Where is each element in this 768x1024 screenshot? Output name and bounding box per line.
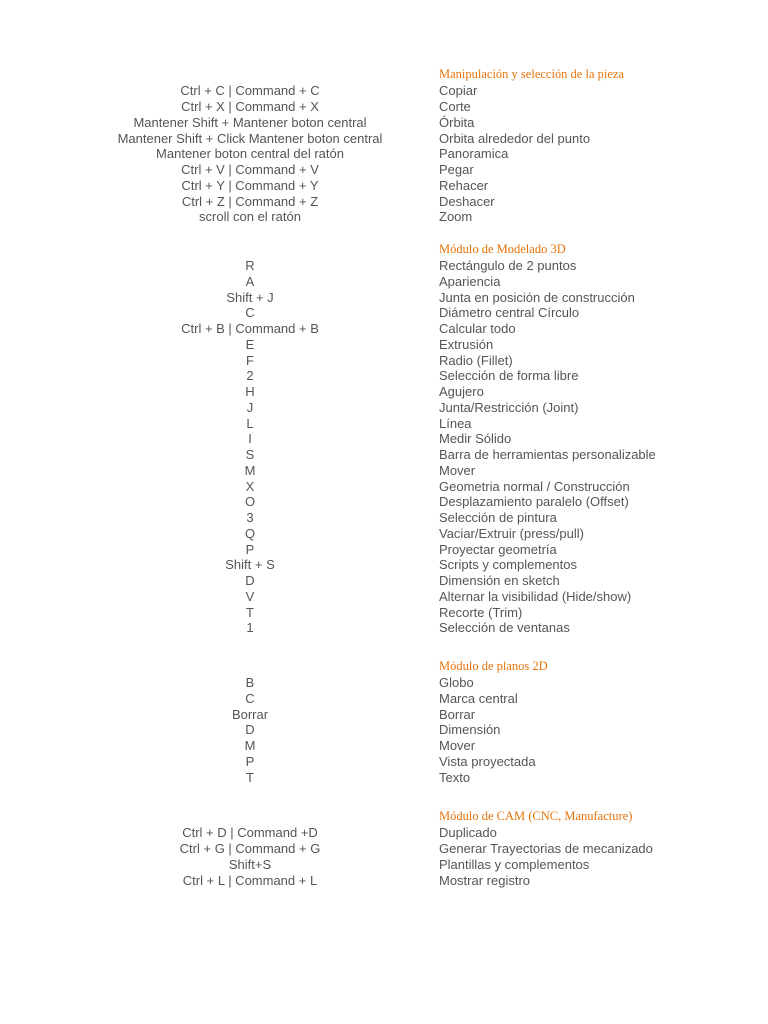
shortcut-action: Órbita <box>439 114 475 130</box>
shortcut-row <box>0 557 768 573</box>
shortcut-action: Extrusión <box>439 336 494 352</box>
shortcut-action: Duplicado <box>439 825 497 841</box>
shortcut-key: J <box>246 399 254 415</box>
shortcut-key: Ctrl + B | Command + B <box>181 321 319 337</box>
shortcut-row <box>0 431 768 447</box>
shortcut-key: D <box>245 722 255 738</box>
shortcut-action: Apariencia <box>439 273 501 289</box>
shortcut-row <box>0 589 768 605</box>
shortcut-action: Mostrar registro <box>439 872 531 888</box>
shortcut-key: B <box>245 675 255 691</box>
shortcut-row <box>0 289 768 305</box>
shortcut-action: Selección de ventanas <box>439 620 570 636</box>
section-heading: Módulo de Modelado 3D <box>439 241 566 256</box>
shortcut-key: F <box>246 352 254 368</box>
shortcut-row <box>0 115 768 131</box>
shortcut-action: Corte <box>439 99 471 115</box>
shortcut-row <box>0 415 768 431</box>
shortcut-document <box>0 66 768 888</box>
shortcut-key: Borrar <box>231 706 269 722</box>
shortcut-action: Junta/Restricción (Joint) <box>439 399 579 415</box>
shortcut-action: Dimensión en sketch <box>439 573 560 589</box>
shortcut-key: Shift + S <box>225 557 275 573</box>
shortcut-action: Radio (Fillet) <box>439 352 513 368</box>
shortcut-action: Vaciar/Extruir (press/pull) <box>439 525 584 541</box>
shortcut-action: Pegar <box>439 162 474 178</box>
shortcut-row <box>0 541 768 557</box>
shortcut-key: Mantener boton central del ratón <box>156 146 344 162</box>
shortcut-key: I <box>248 431 252 447</box>
shortcut-action: Barra de herramientas personalizable <box>439 447 656 463</box>
shortcut-action: Rectángulo de 2 puntos <box>439 258 577 274</box>
section-heading: Módulo de planos 2D <box>439 658 548 673</box>
shortcut-section <box>0 658 768 785</box>
shortcut-key: P <box>245 753 255 769</box>
shortcut-key: Ctrl + D | Command +D <box>182 825 318 841</box>
shortcut-key: H <box>245 384 255 400</box>
shortcut-row <box>0 447 768 463</box>
shortcut-action: Diámetro central Círculo <box>439 305 580 321</box>
shortcut-action: Selección de pintura <box>439 510 557 526</box>
shortcut-action: Plantillas y complementos <box>439 856 590 872</box>
shortcut-action: Orbita alrededor del punto <box>439 130 591 146</box>
shortcut-row <box>0 352 768 368</box>
shortcut-row <box>0 463 768 479</box>
shortcut-action: Borrar <box>439 706 476 722</box>
shortcut-action: Junta en posición de construcción <box>439 289 635 305</box>
shortcut-row <box>0 337 768 353</box>
shortcut-action: Línea <box>439 415 472 431</box>
shortcut-action: Panoramica <box>439 146 509 162</box>
shortcut-key: Mantener Shift + Mantener boton central <box>133 114 367 130</box>
shortcut-action: Texto <box>439 769 471 785</box>
shortcut-row <box>0 258 768 274</box>
shortcut-key: V <box>245 588 255 604</box>
shortcut-row <box>0 722 768 738</box>
shortcut-action: Selección de forma libre <box>439 368 579 384</box>
shortcut-action: Deshacer <box>439 193 495 209</box>
shortcut-row <box>0 754 768 770</box>
shortcut-key: P <box>245 541 255 557</box>
section-heading: Módulo de CAM (CNC, Manufacture) <box>439 809 633 823</box>
shortcut-action: Rehacer <box>439 177 489 193</box>
shortcut-key: X <box>245 478 255 494</box>
shortcut-section <box>0 241 768 636</box>
shortcut-row <box>0 146 768 162</box>
shortcut-row <box>0 573 768 589</box>
shortcut-row <box>0 675 768 691</box>
shortcut-row <box>0 872 768 888</box>
shortcut-key: A <box>245 273 255 289</box>
shortcut-row <box>0 604 768 620</box>
shortcut-row <box>0 510 768 526</box>
shortcut-key: E <box>245 336 255 352</box>
shortcut-key: Ctrl + L | Command + L <box>182 872 318 888</box>
shortcut-key: S <box>245 447 255 463</box>
shortcut-key: T <box>246 604 254 620</box>
shortcut-row <box>0 193 768 209</box>
shortcut-action: Medir Sólido <box>439 431 512 447</box>
shortcut-key: R <box>245 258 255 274</box>
shortcut-key: 2 <box>246 368 254 384</box>
shortcut-key: M <box>244 738 256 754</box>
shortcut-key: O <box>244 494 256 510</box>
shortcut-row <box>0 368 768 384</box>
shortcut-row <box>0 162 768 178</box>
shortcut-row <box>0 620 768 636</box>
shortcut-row <box>0 83 768 99</box>
shortcut-action: Generar Trayectorias de mecanizado <box>439 841 653 857</box>
shortcut-key: 3 <box>246 510 254 526</box>
shortcut-row <box>0 478 768 494</box>
shortcut-row <box>0 691 768 707</box>
shortcut-key: Mantener Shift + Click Mantener boton central <box>117 130 383 146</box>
shortcut-key: Ctrl + Y | Command + Y <box>181 177 319 193</box>
shortcut-key: 1 <box>246 620 254 636</box>
shortcut-row <box>0 305 768 321</box>
shortcut-action: Alternar la visibilidad (Hide/show) <box>439 588 632 604</box>
shortcut-key: Ctrl + V | Command + V <box>181 162 319 178</box>
shortcut-action: Agujero <box>439 384 484 400</box>
shortcut-action: Mover <box>439 738 476 754</box>
shortcut-row <box>0 178 768 194</box>
shortcut-key: Ctrl + C | Command + C <box>180 83 320 99</box>
shortcut-key: C <box>245 690 255 706</box>
shortcut-key: C <box>245 305 255 321</box>
shortcut-action: Proyectar geometría <box>439 541 557 557</box>
shortcut-action: Marca central <box>439 690 518 706</box>
shortcut-action: Vista proyectada <box>439 753 536 769</box>
shortcut-row <box>0 321 768 337</box>
shortcut-key: Ctrl + G | Command + G <box>179 841 321 857</box>
shortcut-action: Scripts y complementos <box>439 557 577 573</box>
shortcut-row <box>0 706 768 722</box>
shortcut-action: Mover <box>439 462 476 478</box>
shortcut-key: T <box>246 769 254 785</box>
shortcut-key: Shift + J <box>226 289 274 305</box>
shortcut-row <box>0 769 768 785</box>
shortcut-action: Desplazamiento paralelo (Offset) <box>439 494 629 510</box>
shortcut-key: D <box>245 573 255 589</box>
shortcut-action: Dimensión <box>439 722 501 738</box>
shortcut-row <box>0 841 768 857</box>
shortcut-key: Q <box>244 525 256 541</box>
shortcut-section <box>0 808 768 888</box>
shortcut-row <box>0 274 768 290</box>
shortcut-row <box>0 209 768 225</box>
shortcut-action: Zoom <box>439 209 473 225</box>
shortcut-key: Ctrl + X | Command + X <box>181 99 319 115</box>
shortcut-action: Recorte (Trim) <box>439 604 523 620</box>
shortcut-action: Geometria normal / Construcción <box>439 478 630 494</box>
shortcut-action: Calcular todo <box>439 321 516 337</box>
shortcut-key: Shift+S <box>228 856 272 872</box>
shortcut-key: scroll con el ratón <box>199 209 301 225</box>
shortcut-key: M <box>244 462 256 478</box>
shortcut-row <box>0 857 768 873</box>
shortcut-row <box>0 400 768 416</box>
shortcut-action: Copiar <box>439 83 478 99</box>
shortcut-section <box>0 66 768 225</box>
shortcut-row <box>0 738 768 754</box>
shortcut-row <box>0 494 768 510</box>
shortcut-row <box>0 825 768 841</box>
shortcut-key: L <box>246 415 254 431</box>
shortcut-row <box>0 130 768 146</box>
section-heading: Manipulación y selección de la pieza <box>439 67 624 81</box>
shortcut-row <box>0 384 768 400</box>
shortcut-action: Globo <box>439 675 474 691</box>
shortcut-row <box>0 526 768 542</box>
shortcut-row <box>0 99 768 115</box>
shortcut-key: Ctrl + Z | Command + Z <box>181 193 319 209</box>
